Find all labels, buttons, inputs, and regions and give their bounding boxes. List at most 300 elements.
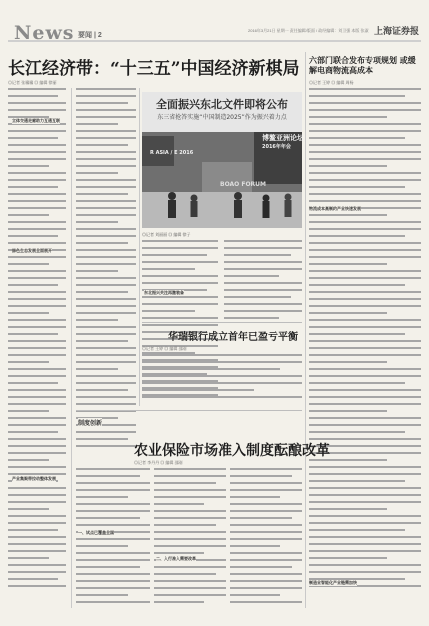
text-line	[154, 601, 204, 603]
text-line	[309, 347, 421, 349]
text-line	[230, 489, 302, 491]
text-line	[142, 396, 302, 398]
mid-byline: ◎记者 王婷 ◎ 编辑 邵刚	[142, 346, 187, 351]
text-line	[309, 102, 421, 104]
text-line	[230, 545, 280, 547]
text-line	[8, 417, 66, 419]
bottom-headline: 农业保险市场准入制度酝酿改革	[134, 443, 330, 459]
text-line	[8, 515, 66, 517]
text-line	[224, 296, 291, 298]
text-line	[309, 326, 421, 328]
text-line	[309, 179, 421, 181]
forum-wordmark: BOAO FORUM	[220, 181, 267, 188]
text-line	[8, 221, 66, 223]
lead-byline: ◎记者 张骥骥 ◎ 编辑 徐丽	[8, 80, 57, 85]
text-line	[309, 270, 421, 272]
text-line	[8, 585, 66, 587]
bottom-body-column-2	[154, 468, 226, 608]
text-line	[154, 566, 226, 568]
text-line	[8, 438, 66, 440]
text-line	[142, 240, 218, 242]
text-line	[224, 268, 302, 270]
text-line	[8, 543, 66, 545]
floor	[142, 192, 302, 228]
text-line	[8, 571, 66, 573]
text-line	[142, 296, 218, 298]
text-line	[224, 254, 291, 256]
text-line	[309, 543, 421, 545]
text-line	[309, 396, 421, 398]
text-line	[154, 538, 226, 540]
text-line	[8, 578, 58, 580]
text-line	[76, 186, 136, 188]
text-line	[142, 310, 195, 312]
text-line	[230, 552, 302, 554]
text-line	[154, 531, 226, 533]
side-subhead-1: 物流成本高制约产业快速发展	[309, 206, 361, 211]
text-line	[76, 510, 150, 512]
text-line	[309, 298, 421, 300]
text-line	[309, 536, 421, 538]
text-line	[224, 317, 279, 319]
text-line	[154, 496, 226, 498]
person-head	[234, 192, 242, 200]
text-line	[154, 580, 226, 582]
text-line	[76, 137, 136, 139]
text-line	[76, 396, 136, 398]
text-line	[76, 438, 128, 440]
text-line	[8, 172, 66, 174]
text-line	[8, 277, 66, 279]
text-line	[309, 487, 421, 489]
text-line	[230, 496, 280, 498]
text-line	[309, 333, 405, 335]
photo-caption: ◎记者 刘丽丽 ◎ 编辑 徐子	[142, 232, 191, 237]
text-line	[76, 475, 140, 477]
text-line	[224, 275, 279, 277]
text-line	[8, 165, 49, 167]
text-line	[309, 165, 387, 167]
text-line	[309, 368, 421, 370]
text-line	[8, 550, 66, 552]
text-line	[8, 445, 66, 447]
text-line	[8, 354, 66, 356]
text-line	[8, 368, 66, 370]
text-line	[309, 508, 387, 510]
person-body	[263, 201, 270, 218]
text-line	[309, 515, 421, 517]
text-line	[142, 389, 254, 391]
text-line	[76, 270, 118, 272]
text-line	[8, 473, 66, 475]
text-line	[8, 214, 49, 216]
person-head	[191, 195, 198, 202]
mid-body	[142, 354, 302, 406]
text-line	[8, 291, 66, 293]
text-line	[309, 186, 405, 188]
text-line	[76, 158, 136, 160]
text-line	[76, 144, 128, 146]
text-line	[76, 130, 136, 132]
text-line	[76, 214, 136, 216]
text-line	[8, 256, 66, 258]
text-line	[142, 282, 218, 284]
text-line	[309, 522, 421, 524]
text-line	[8, 312, 49, 314]
text-line	[8, 536, 66, 538]
text-line	[309, 130, 421, 132]
text-line	[8, 200, 66, 202]
text-line	[76, 496, 128, 498]
text-line	[8, 361, 49, 363]
lead-subhead-1: 立体交通走廊助力互通互联	[12, 118, 60, 123]
text-line	[224, 282, 302, 284]
text-line	[76, 312, 136, 314]
text-line	[309, 375, 421, 377]
text-line	[309, 284, 405, 286]
text-line	[309, 235, 405, 237]
text-line	[8, 452, 66, 454]
text-line	[142, 324, 218, 326]
text-line	[230, 566, 292, 568]
bottom-body-column-3	[230, 468, 302, 608]
text-line	[8, 424, 66, 426]
masthead-meta: 2016年3月21日 星期一 责任编辑/版面 / 政经编辑：刘卫强 本版 张淑	[248, 28, 369, 33]
text-line	[8, 396, 66, 398]
text-line	[309, 564, 421, 566]
text-line	[76, 552, 150, 554]
text-line	[154, 517, 226, 519]
text-line	[76, 333, 136, 335]
text-line	[230, 510, 302, 512]
text-line	[8, 410, 49, 412]
side-headline: 六部门联合发布专项规划 或缓解电商物流高成本	[309, 56, 416, 75]
text-line	[76, 587, 150, 589]
text-line	[8, 340, 66, 342]
text-line	[8, 137, 58, 139]
text-line	[8, 466, 66, 468]
text-line	[8, 564, 66, 566]
text-line	[76, 503, 150, 505]
text-line	[76, 116, 136, 118]
text-line	[154, 587, 226, 589]
text-line	[76, 354, 136, 356]
text-line	[309, 557, 387, 559]
text-line	[8, 403, 66, 405]
text-line	[76, 580, 150, 582]
text-line	[309, 200, 421, 202]
text-line	[76, 489, 150, 491]
text-line	[76, 389, 128, 391]
text-line	[76, 88, 136, 90]
text-line	[8, 501, 66, 503]
section-rule	[76, 410, 302, 411]
text-line	[76, 95, 136, 97]
text-line	[224, 261, 302, 263]
lead-headline: 长江经济带：“十三五”中国经济新棋局	[8, 59, 300, 79]
text-line	[8, 158, 66, 160]
bottom-subhead-2: 二、入行准入需要改革	[156, 556, 196, 561]
text-line	[309, 354, 421, 356]
text-line	[309, 158, 421, 160]
text-line	[76, 242, 128, 244]
text-line	[224, 289, 302, 291]
text-line	[230, 538, 302, 540]
text-line	[309, 263, 387, 265]
text-line	[8, 193, 66, 195]
text-line	[309, 529, 405, 531]
text-line	[309, 228, 421, 230]
bottom-section-label: 制度创新	[78, 418, 102, 427]
text-line	[76, 298, 136, 300]
text-line	[309, 466, 421, 468]
text-line	[309, 571, 421, 573]
text-line	[309, 172, 421, 174]
text-line	[76, 102, 128, 104]
text-line	[309, 137, 405, 139]
text-line	[224, 240, 302, 242]
text-line	[230, 580, 302, 582]
section-rule	[142, 322, 302, 323]
text-line	[230, 468, 302, 470]
text-line	[142, 361, 302, 363]
mid-headline: 华瑞银行成立首年已盈亏平衡	[168, 332, 298, 343]
text-line	[154, 503, 204, 505]
text-line	[8, 270, 66, 272]
text-line	[309, 214, 387, 216]
text-line	[8, 186, 58, 188]
text-line	[76, 445, 136, 447]
text-line	[76, 228, 136, 230]
lead-subhead-2: 绿色生态发展全面展开	[12, 248, 52, 253]
text-line	[76, 207, 136, 209]
text-line	[76, 524, 150, 526]
left-sign-text: R ASIA / E 2016	[150, 150, 194, 156]
text-line	[8, 151, 66, 153]
text-line	[8, 319, 66, 321]
text-line	[154, 510, 226, 512]
text-line	[309, 473, 421, 475]
text-line	[76, 165, 136, 167]
text-line	[309, 319, 421, 321]
text-line	[76, 468, 150, 470]
text-line	[8, 284, 58, 286]
text-line	[8, 459, 49, 461]
text-line	[76, 559, 150, 561]
text-line	[76, 517, 140, 519]
newspaper-brand: 上海证券报	[373, 27, 419, 37]
text-line	[76, 172, 118, 174]
text-line	[142, 382, 302, 384]
bottom-body-column-1	[76, 468, 150, 608]
text-line	[309, 389, 421, 391]
text-line	[309, 550, 421, 552]
person-body	[191, 201, 198, 217]
text-line	[76, 326, 136, 328]
text-line	[8, 431, 58, 433]
text-line	[76, 193, 128, 195]
text-line	[309, 151, 421, 153]
booth-banner-text-2: 2016年年会	[262, 144, 291, 150]
text-line	[154, 545, 226, 547]
text-line	[230, 531, 302, 533]
text-line	[309, 277, 421, 279]
text-line	[76, 319, 118, 321]
text-line	[309, 123, 421, 125]
text-line	[8, 179, 66, 181]
column-rule	[139, 88, 140, 406]
text-line	[76, 179, 136, 181]
text-line	[76, 277, 136, 279]
text-line	[76, 601, 150, 603]
text-line	[8, 375, 66, 377]
text-line	[76, 573, 150, 575]
center-subhead: 东北振兴关注再激装备	[144, 290, 184, 295]
text-line	[309, 382, 405, 384]
text-line	[142, 317, 218, 319]
text-line	[309, 424, 421, 426]
text-line	[224, 310, 302, 312]
text-line	[8, 305, 66, 307]
text-line	[76, 566, 140, 568]
text-line	[309, 361, 387, 363]
text-line	[230, 482, 302, 484]
text-line	[8, 207, 66, 209]
photo-subheadline: 东三省抢答实施“中国制造2025”作为振兴着力点	[157, 114, 287, 121]
text-line	[309, 95, 405, 97]
text-line	[309, 417, 421, 419]
text-line	[76, 368, 118, 370]
text-line	[309, 494, 421, 496]
text-line	[8, 109, 66, 111]
lead-body-column-1	[8, 88, 66, 606]
text-line	[154, 594, 226, 596]
text-line	[76, 545, 128, 547]
text-line	[230, 524, 302, 526]
text-line	[309, 193, 421, 195]
text-line	[8, 494, 66, 496]
lead-subhead-3: 产业集聚带拉动整体发展	[12, 476, 56, 481]
text-line	[76, 375, 136, 377]
column-rule	[71, 88, 72, 608]
text-line	[8, 88, 66, 90]
text-line	[76, 305, 136, 307]
text-line	[230, 601, 302, 603]
text-line	[309, 312, 387, 314]
text-line	[76, 200, 136, 202]
text-line	[76, 221, 118, 223]
text-line	[230, 517, 292, 519]
text-line	[76, 340, 128, 342]
bottom-byline: ◎记者 李丹丹 ◎ 编辑 邵刚	[134, 460, 183, 465]
text-line	[154, 552, 204, 554]
text-line	[76, 123, 118, 125]
text-line	[8, 298, 66, 300]
text-line	[8, 235, 58, 237]
masthead-news-word: News	[14, 22, 75, 44]
text-line	[76, 482, 150, 484]
photo-headline: 全面振兴东北文件即将公布	[156, 98, 288, 111]
text-line	[76, 431, 136, 433]
text-line	[8, 326, 66, 328]
text-line	[309, 249, 421, 251]
text-line	[154, 573, 216, 575]
text-line	[142, 375, 302, 377]
text-line	[309, 88, 421, 90]
text-line	[76, 249, 136, 251]
text-line	[309, 305, 421, 307]
text-line	[309, 144, 421, 146]
text-line	[8, 242, 66, 244]
text-line	[309, 501, 421, 503]
text-line	[8, 508, 49, 510]
text-line	[142, 254, 207, 256]
text-line	[309, 242, 421, 244]
section-label: 要闻 | 2	[78, 32, 102, 39]
text-line	[76, 151, 136, 153]
side-subhead-2: 制造业智能化产业链需加快	[309, 580, 357, 585]
text-line	[309, 480, 405, 482]
text-line	[142, 354, 302, 356]
text-line	[8, 529, 58, 531]
text-line	[154, 524, 216, 526]
text-line	[142, 368, 280, 370]
text-line	[224, 247, 302, 249]
person-head	[263, 195, 270, 202]
text-line	[76, 594, 128, 596]
person-body	[285, 200, 292, 217]
text-line	[76, 403, 136, 405]
text-line	[309, 403, 421, 405]
text-line	[309, 291, 421, 293]
text-line	[76, 109, 136, 111]
text-line	[76, 256, 136, 258]
text-line	[142, 275, 218, 277]
text-line	[230, 503, 302, 505]
side-body	[309, 88, 421, 606]
text-line	[8, 347, 66, 349]
text-line	[309, 410, 387, 412]
text-line	[230, 559, 302, 561]
text-line	[8, 382, 58, 384]
text-line	[154, 482, 216, 484]
person-head	[168, 192, 176, 200]
text-line	[8, 522, 66, 524]
text-line	[309, 116, 387, 118]
side-byline: ◎记者 王婷 ◎ 编辑 周杨	[309, 80, 354, 85]
bottom-subhead-1: 一、试点已覆盖全国	[78, 530, 114, 535]
text-line	[309, 109, 421, 111]
text-line	[142, 247, 218, 249]
text-line	[309, 256, 421, 258]
text-line	[230, 594, 280, 596]
text-line	[154, 475, 226, 477]
text-line	[8, 95, 58, 97]
text-line	[8, 102, 66, 104]
text-line	[8, 144, 66, 146]
person-head	[285, 194, 292, 201]
text-line	[76, 347, 136, 349]
text-line	[154, 489, 226, 491]
person-body	[234, 200, 242, 218]
text-line	[76, 263, 136, 265]
text-line	[309, 340, 421, 342]
text-line	[8, 557, 49, 559]
text-line	[230, 475, 292, 477]
booth-banner-text-1: 博鳌亚洲论坛	[262, 134, 304, 142]
text-line	[8, 130, 66, 132]
text-line	[8, 333, 58, 335]
